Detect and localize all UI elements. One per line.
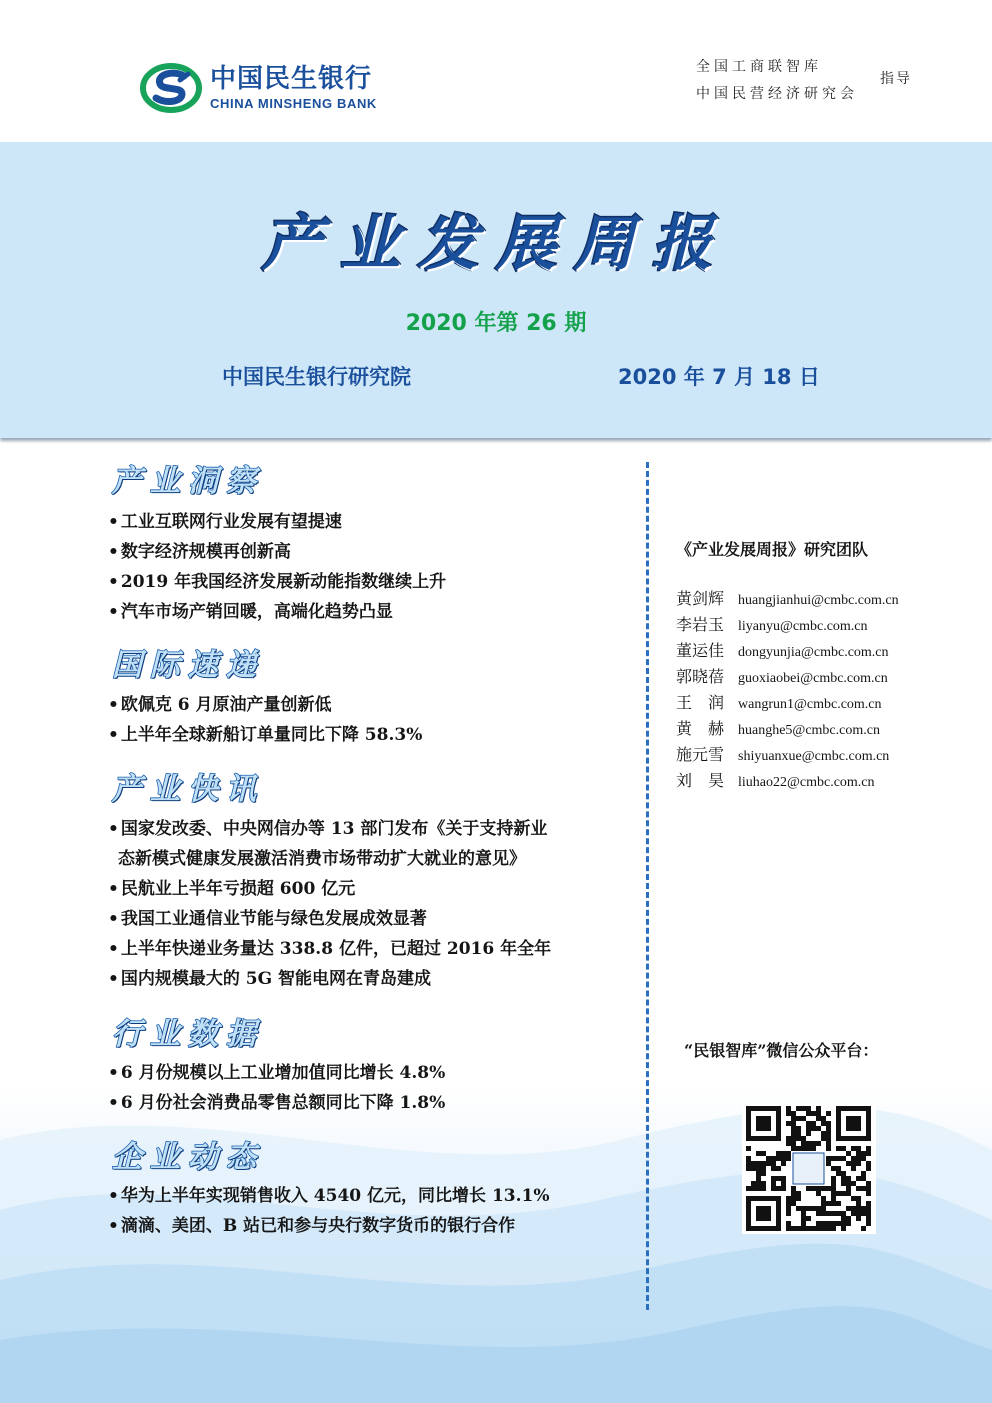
list-item: • 国内规模最大的 5G 智能电网在青岛建成 [108, 964, 551, 994]
bank-logo [140, 62, 377, 114]
minsheng-logo-icon [140, 62, 202, 114]
list-item: • 汽车市场产销回暖，高端化趋势凸显 [108, 597, 446, 627]
logo-english-name: CHINA MINSHENG BANK [210, 95, 377, 111]
guide-org-1: 全国工商联智库 [696, 59, 822, 75]
title-banner [0, 142, 992, 438]
member-email[interactable]: huangjianhui@cmbc.com.cn [738, 593, 899, 608]
list-item: • 华为上半年实现销售收入 4540 亿元，同比增长 13.1% [108, 1181, 550, 1211]
member-email[interactable]: guoxiaobei@cmbc.com.cn [738, 671, 888, 686]
section-heading-industry-news: 产业快讯 [112, 772, 264, 807]
list-item: • 滴滴、美团、B 站已和参与央行数字货币的银行合作 [108, 1211, 550, 1241]
section-heading-industry-insight: 产业洞察 [112, 464, 264, 499]
team-member [676, 690, 899, 716]
publish-date: 2020 年 7 月 18 日 [618, 365, 820, 389]
section-list-industry-news [108, 814, 551, 994]
list-item: • 欧佩克 6 月原油产量创新低 [108, 690, 422, 720]
team-member [676, 768, 899, 794]
member-email[interactable]: huanghe5@cmbc.com.cn [738, 723, 880, 738]
list-item: • 上半年全球新船订单量同比下降 58.3% [108, 720, 422, 750]
page-header [0, 0, 992, 142]
member-name: 李岩玉 [676, 615, 725, 634]
list-item: • 6 月份规模以上工业增加值同比增长 4.8% [108, 1058, 445, 1088]
team-member [676, 664, 899, 690]
member-name: 黄 赫 [676, 719, 725, 738]
institute-name: 中国民生银行研究院 [222, 365, 411, 389]
member-name: 王 润 [676, 693, 725, 712]
member-name: 郭晓蓓 [676, 667, 725, 686]
team-member [676, 612, 899, 638]
list-item: • 国家发改委、中央网信办等 13 部门发布《关于支持新业 [108, 814, 551, 844]
list-item: • 2019 年我国经济发展新动能指数继续上升 [108, 567, 446, 597]
list-item: • 民航业上半年亏损超 600 亿元 [108, 874, 551, 904]
section-list-company-news [108, 1181, 550, 1241]
member-name: 施元雪 [676, 745, 725, 764]
team-member [676, 716, 899, 742]
list-item: • 上半年快递业务量达 338.8 亿件，已超过 2016 年全年 [108, 934, 551, 964]
member-name: 黄剑辉 [676, 589, 725, 608]
list-item: 态新模式健康发展激活消费市场带动扩大就业的意见》 [118, 849, 526, 869]
member-email[interactable]: dongyunjia@cmbc.com.cn [738, 645, 889, 660]
section-heading-industry-data: 行业数据 [112, 1017, 264, 1052]
member-name: 刘 昊 [676, 771, 725, 790]
member-email[interactable]: wangrun1@cmbc.com.cn [738, 697, 882, 712]
list-item: • 工业互联网行业发展有望提速 [108, 507, 446, 537]
section-list-industry-data [108, 1058, 445, 1118]
section-heading-company-news: 企业动态 [112, 1140, 264, 1175]
team-member [676, 586, 899, 612]
team-member [676, 638, 899, 664]
research-team-title: 《产业发展周报》研究团队 [676, 540, 869, 559]
guide-word: 指导 [880, 71, 912, 87]
section-list-industry-insight [108, 507, 446, 627]
section-list-international [108, 690, 422, 750]
report-title: 产业发展周报 [262, 209, 730, 279]
list-item: • 数字经济规模再创新高 [108, 537, 446, 567]
logo-chinese-name: 中国民生银行 [210, 63, 373, 94]
issue-number: 2020 年第 26 期 [405, 311, 587, 336]
wechat-qr-code-icon[interactable] [742, 1104, 876, 1234]
member-name: 董运佳 [676, 641, 725, 660]
guide-org-2: 中国民营经济研究会 [696, 86, 858, 102]
guidance-organizations [696, 54, 858, 108]
team-member [676, 742, 899, 768]
member-email[interactable]: liuhao22@cmbc.com.cn [738, 775, 875, 790]
member-email[interactable]: liyanyu@cmbc.com.cn [738, 619, 868, 634]
list-item: • 我国工业通信业节能与绿色发展成效显著 [108, 904, 551, 934]
list-item: • 6 月份社会消费品零售总额同比下降 1.8% [108, 1088, 445, 1118]
research-team-list [676, 586, 899, 794]
section-heading-international: 国际速递 [112, 648, 264, 683]
column-divider [646, 462, 649, 1310]
member-email[interactable]: shiyuanxue@cmbc.com.cn [738, 749, 890, 764]
wechat-platform-label: “民银智库”微信公众平台： [684, 1041, 879, 1060]
